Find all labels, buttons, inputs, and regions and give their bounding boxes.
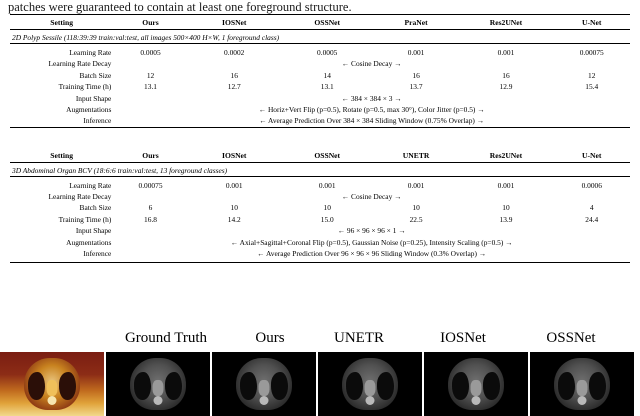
cell-value: 0.001	[225, 180, 243, 190]
figure-panel-unetr	[318, 352, 422, 416]
cell-value: 13.9	[499, 214, 513, 224]
lung-right-region	[271, 372, 288, 400]
table-row	[10, 179, 630, 190]
table-row	[10, 237, 630, 248]
table-header-row	[10, 17, 630, 29]
spine-region	[578, 396, 587, 405]
row-label: Augmentations	[66, 237, 112, 247]
lung-right-region	[59, 372, 76, 400]
mid-structure-region	[47, 380, 58, 396]
table-row	[10, 115, 630, 127]
table-row	[10, 47, 630, 58]
lung-left-region	[240, 372, 257, 400]
cell-value: 22.5	[409, 214, 423, 224]
row-label: Training Time (h)	[58, 214, 112, 224]
cell-value: 0.001	[497, 47, 515, 57]
qualitative-figure	[0, 330, 640, 416]
figure-panel-input	[0, 352, 104, 416]
ct-slice-graphic	[342, 358, 398, 410]
cell-value: 13.7	[409, 82, 423, 92]
lung-right-region	[165, 372, 182, 400]
table-row	[10, 70, 630, 81]
figure-panel-ours	[212, 352, 316, 416]
cell-value: 0.0006	[581, 180, 602, 190]
row-label: Batch Size	[79, 70, 112, 80]
col-header-pranet: PraNet	[404, 18, 428, 28]
figure-panel-ossnet	[530, 352, 634, 416]
lung-left-region	[134, 372, 151, 400]
cell-value: 14	[323, 70, 331, 80]
cell-value: 16.8	[144, 214, 157, 224]
cell-span-value: ← Average Prediction Over 384 × 384 Sliding Window (0.75% Overlap) →	[259, 116, 485, 126]
ct-slice-graphic	[448, 358, 504, 410]
cell-value: 10	[412, 203, 420, 213]
row-label: Input Shape	[75, 226, 112, 236]
cell-span-value: ← Cosine Decay →	[341, 192, 402, 202]
mid-structure-region	[153, 380, 164, 396]
lung-left-region	[558, 372, 575, 400]
cell-value: 16	[230, 70, 238, 80]
figure-label-ours: Ours	[255, 330, 285, 346]
cell-value: 12.7	[227, 82, 241, 92]
col-header-ours: Ours	[142, 151, 159, 161]
lung-right-region	[377, 372, 394, 400]
table-row	[10, 104, 630, 115]
cell-span-value: ← 384 × 384 × 3 →	[341, 93, 402, 103]
row-label: Learning Rate	[69, 47, 112, 57]
cell-value: 13.1	[320, 82, 334, 92]
row-label: Training Time (h)	[58, 82, 112, 92]
cell-value: 24.4	[585, 214, 599, 224]
ct-slice-graphic	[236, 358, 292, 410]
figure-label-unetr: UNETR	[334, 330, 384, 346]
lung-right-region	[483, 372, 500, 400]
table-row	[10, 202, 630, 213]
col-header-res2unet: Res2UNet	[489, 151, 523, 161]
cell-value: 0.001	[318, 180, 336, 190]
row-label: Augmentations	[66, 104, 112, 114]
spine-region	[472, 396, 481, 405]
cell-value: 15.4	[585, 82, 599, 92]
ct-slice-graphic	[554, 358, 610, 410]
col-header-ossnet: OSSNet	[314, 18, 341, 28]
cell-value: 16	[412, 70, 420, 80]
cell-value: 10	[323, 203, 331, 213]
table-row	[10, 58, 630, 69]
cell-span-value: ← Average Prediction Over 96 × 96 × 96 Sliding Window (0.3% Overlap) →	[257, 249, 487, 259]
abdominal-table-body	[10, 150, 630, 262]
cell-value: 15.0	[320, 214, 334, 224]
cell-value: 0.001	[407, 47, 425, 57]
figure-image-row	[0, 352, 640, 416]
table-row	[10, 225, 630, 236]
table-header-row	[10, 150, 630, 162]
table-row	[10, 248, 630, 259]
dataset-subtitle: 3D Abdominal Organ BCV (18:6:6 train:val:test, 13 foreground classes)	[12, 165, 228, 175]
col-header-unetr: UNETR	[402, 151, 430, 161]
cell-value: 0.00075	[138, 180, 163, 190]
table-row	[10, 214, 630, 225]
spine-region	[260, 396, 269, 405]
body-text-line: patches were guaranteed to contain at least one foreground structure.	[8, 0, 352, 14]
table-row	[10, 191, 630, 202]
col-header-iosnet: IOSNet	[221, 18, 247, 28]
cell-span-value: ← Horiz+Vert Flip (p=0.5), Rotate (p=0.5, max 30°), Color Jitter (p=0.5) →	[258, 104, 485, 114]
lung-left-region	[346, 372, 363, 400]
table-row	[10, 81, 630, 92]
figure-panel-ground-truth	[106, 352, 210, 416]
row-label: Learning Rate Decay	[48, 192, 112, 202]
cell-value: 12	[588, 70, 596, 80]
row-label: Inference	[83, 249, 112, 259]
dataset-subtitle: 2D Polyp Sessile (118:39:39 train:val:test, all images 500×400 H×W, 1 foreground class)	[12, 33, 280, 43]
spine-region	[366, 396, 375, 405]
col-header-setting: Setting	[50, 18, 74, 28]
cell-value: 0.0005	[140, 47, 161, 57]
polyp-table-body	[10, 15, 630, 130]
cell-value: 6	[148, 203, 153, 213]
cell-value: 4	[589, 203, 594, 213]
ct-slice-graphic	[130, 358, 186, 410]
mid-structure-region	[577, 380, 588, 396]
cell-value: 12.9	[499, 82, 513, 92]
col-header-unet: U-Net	[582, 151, 602, 161]
cell-value: 16	[502, 70, 510, 80]
cell-value: 0.00075	[579, 47, 604, 57]
col-header-unet: U-Net	[582, 18, 602, 28]
polyp-settings-table	[10, 14, 630, 130]
col-header-setting: Setting	[50, 151, 74, 161]
row-label: Learning Rate Decay	[48, 59, 112, 69]
cell-value: 13.1	[144, 82, 157, 92]
cell-value: 10	[230, 203, 238, 213]
cell-value: 0.001	[497, 180, 515, 190]
figure-label-ossnet: OSSNet	[546, 330, 596, 346]
lung-right-region	[589, 372, 606, 400]
mid-structure-region	[259, 380, 270, 396]
ct-slice-graphic	[24, 358, 80, 410]
cell-value: 10	[502, 203, 510, 213]
row-label: Batch Size	[79, 203, 112, 213]
lung-left-region	[28, 372, 45, 400]
cell-value: 14.2	[227, 214, 241, 224]
spine-region	[154, 396, 163, 405]
spine-region	[48, 396, 57, 405]
cell-value: 12	[146, 70, 155, 80]
cell-value: 0.0002	[224, 47, 245, 57]
cell-span-value: ← Cosine Decay →	[341, 59, 402, 69]
figure-label-iosnet: IOSNet	[440, 330, 486, 346]
cell-value: 0.0005	[317, 47, 338, 57]
figure-column-labels	[0, 330, 640, 350]
cell-span-value: ← 96 × 96 × 96 × 1 →	[337, 226, 406, 236]
col-header-iosnet: IOSNet	[221, 151, 247, 161]
mid-structure-region	[365, 380, 376, 396]
mid-structure-region	[471, 380, 482, 396]
table-row	[10, 92, 630, 103]
table-subtitle-row	[10, 165, 630, 177]
cell-value: 0.001	[407, 180, 425, 190]
col-header-ours: Ours	[142, 18, 159, 28]
figure-label-ground-truth: Ground Truth	[124, 330, 208, 346]
cell-span-value: ← Axial+Sagittal+Coronal Flip (p=0.5), Gaussian Noise (p=0.25), Intensity Scaling (p=0.5) →	[230, 237, 513, 247]
lung-left-region	[452, 372, 469, 400]
table-subtitle-row	[10, 32, 630, 44]
col-header-res2unet: Res2UNet	[489, 18, 523, 28]
col-header-ossnet: OSSNet	[314, 151, 341, 161]
row-label: Input Shape	[75, 93, 112, 103]
row-label: Learning Rate	[69, 180, 112, 190]
row-label: Inference	[83, 116, 112, 126]
figure-panel-iosnet	[424, 352, 528, 416]
abdominal-settings-table	[10, 150, 630, 263]
